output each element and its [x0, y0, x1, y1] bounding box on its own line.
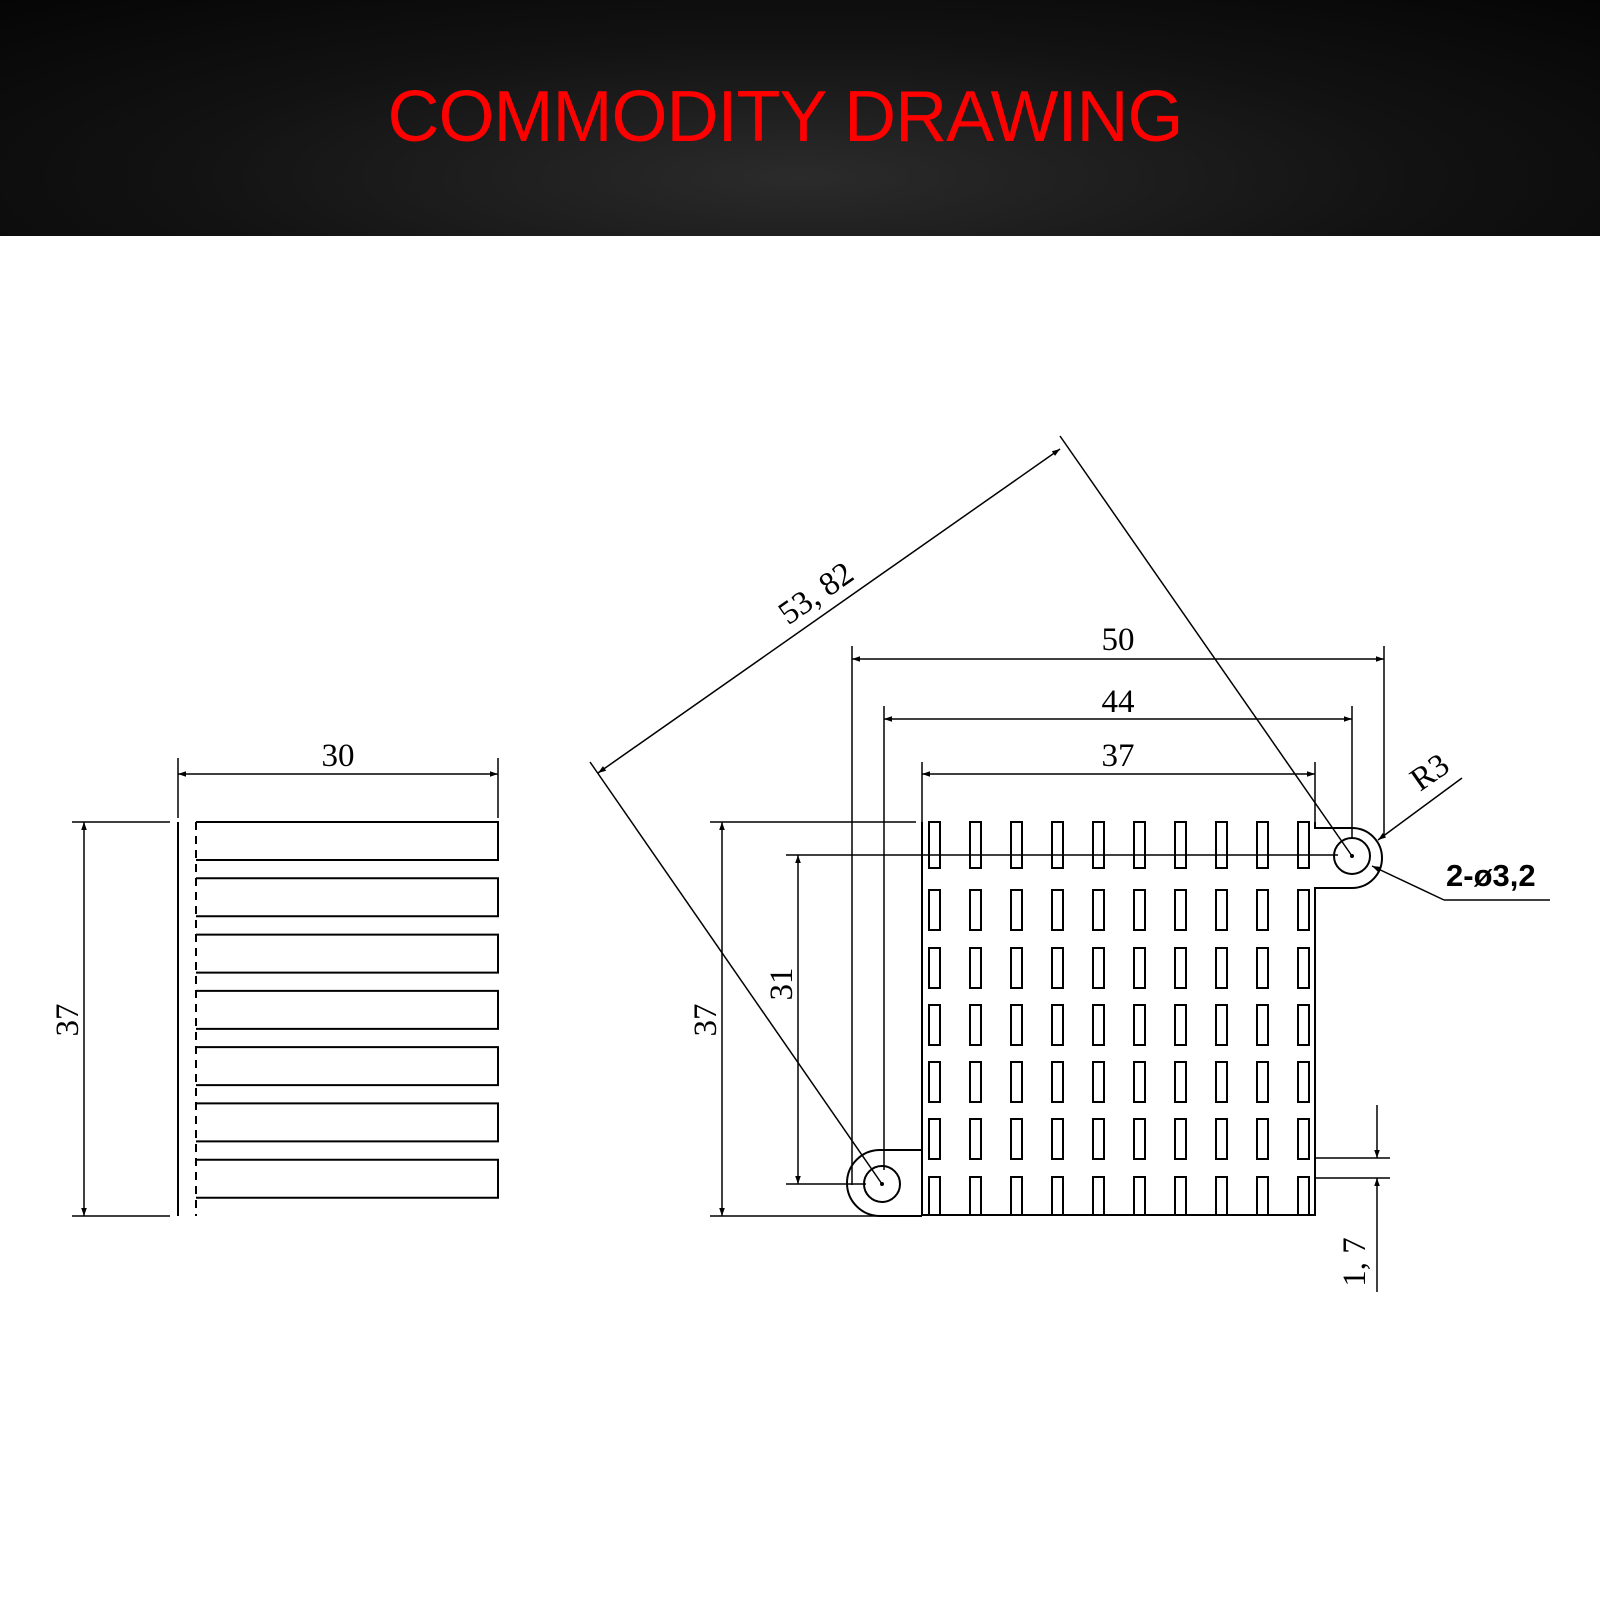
- pin-fin: [1216, 1062, 1227, 1102]
- heatsink-outline: [922, 822, 1382, 1215]
- pin-fin: [1011, 1119, 1022, 1159]
- top-height-label: 37: [688, 1003, 724, 1037]
- pin-fin: [1052, 1005, 1063, 1045]
- side-fin: [196, 935, 498, 973]
- hole-spacing-label: 44: [1101, 684, 1135, 720]
- pin-fin: [1298, 822, 1309, 868]
- pin-fin: [1216, 822, 1227, 868]
- pin-fin: [1216, 1119, 1227, 1159]
- pin-fin: [1134, 822, 1145, 868]
- pin-fin: [1093, 1005, 1104, 1045]
- pin-fin: [1175, 890, 1186, 930]
- pin-fin: [1011, 948, 1022, 988]
- pin-fin: [1134, 1119, 1145, 1159]
- pin-fin: [1134, 948, 1145, 988]
- pin-fin: [929, 1005, 940, 1045]
- pin-fin: [1011, 1005, 1022, 1045]
- pin-fin: [929, 1062, 940, 1102]
- pin-fin: [929, 948, 940, 988]
- pin-fin: [1175, 1005, 1186, 1045]
- pin-fin: [1257, 1119, 1268, 1159]
- radius-label: R3: [1403, 746, 1457, 799]
- gap-label: 1, 7: [1337, 1237, 1373, 1287]
- pin-fin: [970, 822, 981, 868]
- diagonal-dimension-line: [598, 449, 1060, 773]
- side-width-label: 30: [321, 738, 355, 774]
- pin-fin: [1216, 890, 1227, 930]
- hole-vertical-label: 31: [764, 967, 800, 1001]
- pin-fin: [1298, 1119, 1309, 1159]
- pin-fin: [1216, 1177, 1227, 1215]
- pin-fin: [970, 1119, 981, 1159]
- pin-fin: [1093, 1119, 1104, 1159]
- pin-fin: [929, 1119, 940, 1159]
- pin-fin: [970, 890, 981, 930]
- pin-fin: [1052, 1177, 1063, 1215]
- pin-fin: [1011, 1177, 1022, 1215]
- pin-fin: [1134, 890, 1145, 930]
- pin-fin: [970, 948, 981, 988]
- side-fin: [196, 1103, 498, 1141]
- pin-fin: [1175, 822, 1186, 868]
- side-fins: [196, 822, 498, 1198]
- side-view: [50, 738, 498, 1216]
- side-fin: [196, 991, 498, 1029]
- pin-fin: [1052, 1062, 1063, 1102]
- pin-fin: [1052, 948, 1063, 988]
- pin-fin: [970, 1005, 981, 1045]
- pin-fin: [1175, 948, 1186, 988]
- hole-label: 2-ø3,2: [1446, 858, 1536, 893]
- hole-leader: [1372, 866, 1444, 900]
- pin-fin: [1175, 1119, 1186, 1159]
- diagonal-extension-left: [590, 762, 882, 1184]
- pin-fin: [1011, 890, 1022, 930]
- pin-fin: [1257, 1005, 1268, 1045]
- pin-fin: [1257, 822, 1268, 868]
- side-fin: [196, 1047, 498, 1085]
- pin-fin: [1093, 948, 1104, 988]
- top-view: [590, 436, 1550, 1292]
- diagonal-label: 53, 82: [772, 555, 861, 633]
- pin-fin: [1134, 1177, 1145, 1215]
- banner-title: COMMODITY DRAWING: [387, 77, 1183, 157]
- pin-fin: [1011, 822, 1022, 868]
- pin-fin: [1134, 1062, 1145, 1102]
- pin-fin: [1298, 1062, 1309, 1102]
- side-fin: [196, 822, 498, 860]
- outer-width-label: 50: [1101, 622, 1135, 658]
- fin-width-label: 37: [1101, 738, 1135, 774]
- pin-fin: [1257, 948, 1268, 988]
- side-height-label: 37: [50, 1003, 86, 1037]
- pin-fin: [929, 1177, 940, 1215]
- pin-fin-grid: [929, 822, 1309, 1215]
- pin-fin: [929, 890, 940, 930]
- pin-fin: [1093, 1177, 1104, 1215]
- pin-fin: [1298, 1177, 1309, 1215]
- pin-fin: [1298, 1005, 1309, 1045]
- side-fin: [196, 878, 498, 916]
- pin-fin: [929, 822, 940, 868]
- side-fin: [196, 1160, 498, 1198]
- pin-fin: [1298, 948, 1309, 988]
- pin-fin: [1257, 1062, 1268, 1102]
- pin-fin: [1052, 822, 1063, 868]
- pin-fin: [1052, 890, 1063, 930]
- pin-fin: [1257, 1177, 1268, 1215]
- pin-fin: [1175, 1062, 1186, 1102]
- pin-fin: [1011, 1062, 1022, 1102]
- pin-fin: [1134, 1005, 1145, 1045]
- pin-fin: [1216, 948, 1227, 988]
- pin-fin: [1052, 1119, 1063, 1159]
- pin-fin: [1175, 1177, 1186, 1215]
- pin-fin: [1093, 1062, 1104, 1102]
- pin-fin: [1093, 890, 1104, 930]
- pin-fin: [1216, 1005, 1227, 1045]
- pin-fin: [1257, 890, 1268, 930]
- pin-fin: [1298, 890, 1309, 930]
- pin-fin: [1093, 822, 1104, 868]
- pin-fin: [970, 1177, 981, 1215]
- pin-fin: [970, 1062, 981, 1102]
